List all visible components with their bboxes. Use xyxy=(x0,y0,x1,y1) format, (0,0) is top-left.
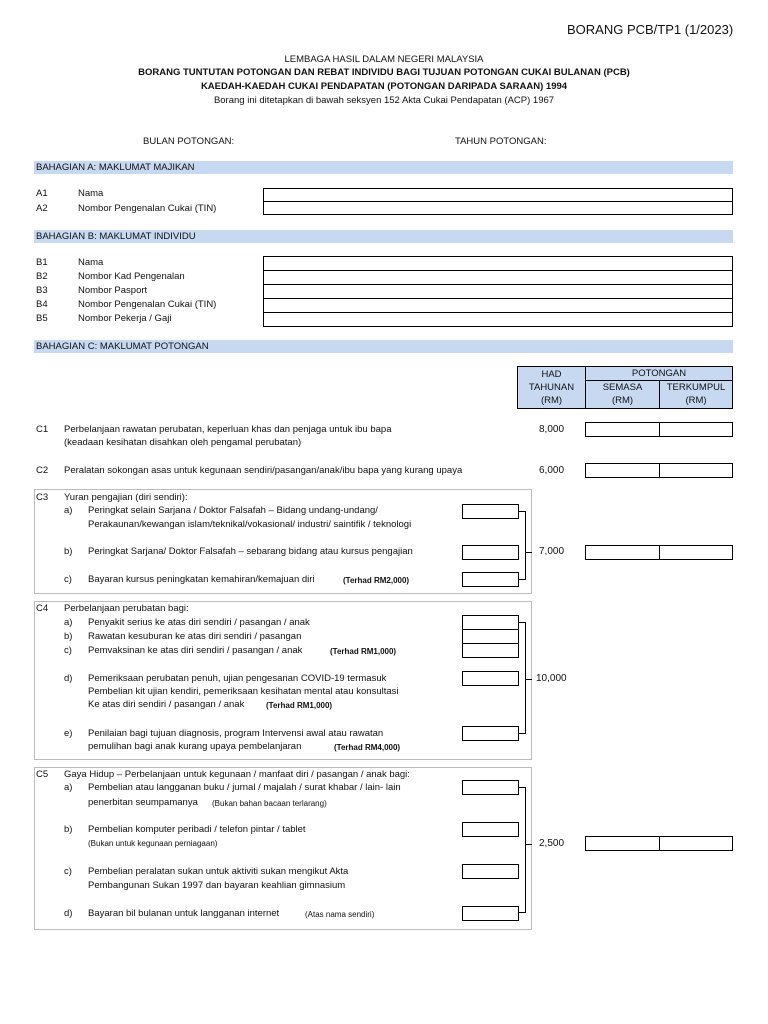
terkumpul-label: TERKUMPUL xyxy=(666,382,726,393)
c2-line1: Peralatan sokongan asas untuk kegunaan sendiri/pasangan/anak/ibu bapa yang kurang upaya xyxy=(64,465,463,476)
c3-b-line1: Peringkat Sarjana/ Doktor Falsafah – sebarang bidang atau kursus pengajian xyxy=(88,546,413,557)
c3-limit: 7,000 xyxy=(539,546,565,557)
c5-c-field[interactable] xyxy=(462,864,519,879)
terkumpul-rm-label: (RM) xyxy=(685,395,707,406)
c5-c-line2: Pembangunan Sukan 1997 dan bayaran keahlian gimnasium xyxy=(88,880,346,891)
c2-code: C2 xyxy=(36,465,49,476)
c1-limit: 8,000 xyxy=(539,424,565,435)
c4-b-field[interactable] xyxy=(462,629,519,644)
c4-c-line1: Pemvaksinan ke atas diri sendiri / pasangan / anak xyxy=(88,645,303,656)
c5-b-field[interactable] xyxy=(462,822,519,837)
semasa-rm-label: (RM) xyxy=(611,395,634,406)
c2-semasa-field[interactable] xyxy=(585,463,660,478)
tahunan-label: TAHUNAN xyxy=(528,382,575,393)
c3-b-key: b) xyxy=(64,546,73,557)
ic-number-field[interactable] xyxy=(263,270,733,285)
c1-terkumpul-field[interactable] xyxy=(659,422,733,437)
c3-c-field[interactable] xyxy=(462,572,519,587)
c3-a-line1: Peringkat selain Sarjana / Doktor Falsafah – Bidang undang-undang/ xyxy=(88,505,378,516)
c3-a-key: a) xyxy=(64,505,73,516)
potongan-header: POTONGAN xyxy=(585,366,733,381)
individual-name-field[interactable] xyxy=(263,256,733,271)
c4-d-line3: Ke atas diri sendiri / pasangan / anak xyxy=(88,699,245,710)
c4-e-key: e) xyxy=(64,728,73,739)
c5-b-note: (Bukan untuk kegunaan perniagaan) xyxy=(88,839,218,848)
a1-label: Nama xyxy=(78,188,104,199)
c5-a-key: a) xyxy=(64,782,73,793)
c2-terkumpul-field[interactable] xyxy=(659,463,733,478)
c3-brace-tick xyxy=(526,552,532,553)
c1-line1: Perbelanjaan rawatan perubatan, keperluan khas dan penjaga untuk ibu bapa xyxy=(64,424,392,435)
passport-number-field[interactable] xyxy=(263,284,733,299)
c4-c-key: c) xyxy=(64,645,72,656)
annual-limit-header xyxy=(517,366,586,409)
b5-label: Nombor Pekerja / Gaji xyxy=(78,313,172,324)
c3-b-field[interactable] xyxy=(462,545,519,560)
terkumpul-header xyxy=(659,380,733,409)
c5-brace xyxy=(519,787,526,913)
rm-label: (RM) xyxy=(540,395,563,406)
c5-d-line1: Bayaran bil bulanan untuk langganan internet xyxy=(88,908,280,919)
c3-c-line1: Bayaran kursus peningkatan kemahiran/kemajuan diri xyxy=(88,574,315,585)
c5-title: Gaya Hidup – Perbelanjaan untuk kegunaan / manfaat diri / pasangan / anak bagi: xyxy=(64,769,410,780)
b1-code: B1 xyxy=(36,257,48,268)
c4-title: Perbelanjaan perubatan bagi: xyxy=(64,603,189,614)
c4-a-field[interactable] xyxy=(462,615,519,630)
c3-a-line2: Perakaunan/kewangan islam/teknikal/vokasional/ industri/ saintifik / teknologi xyxy=(88,519,412,530)
c4-b-key: b) xyxy=(64,631,73,642)
form-code: BORANG PCB/TP1 (1/2023) xyxy=(567,22,734,37)
c4-e-line2: pemulihan bagi anak kurang upaya pembelanjaran xyxy=(88,741,302,752)
c4-c-field[interactable] xyxy=(462,643,519,658)
employee-number-field[interactable] xyxy=(263,312,733,327)
c4-e-note: (Terhad RM4,000) xyxy=(334,743,401,752)
b4-code: B4 xyxy=(36,299,48,310)
employer-tin-field[interactable] xyxy=(263,201,733,215)
c4-e-field[interactable] xyxy=(462,726,519,741)
c4-limit: 10,000 xyxy=(536,673,567,684)
agency-title: LEMBAGA HASIL DALAM NEGERI MALAYSIA xyxy=(284,54,484,65)
individual-tin-field[interactable] xyxy=(263,298,733,313)
c3-c-note: (Terhad RM2,000) xyxy=(343,576,410,585)
c3-brace xyxy=(519,511,526,580)
c5-b-line1: Pembelian komputer peribadi / telefon pintar / tablet xyxy=(88,824,306,835)
c5-code: C5 xyxy=(36,769,49,780)
c5-d-field[interactable] xyxy=(462,906,519,921)
c5-d-note: (Atas nama sendiri) xyxy=(305,910,375,919)
section-c-title: BAHAGIAN C: MAKLUMAT POTONGAN xyxy=(34,340,733,353)
c4-a-line1: Penyakit serius ke atas diri sendiri / pasangan / anak xyxy=(88,617,310,628)
b2-label: Nombor Kad Pengenalan xyxy=(78,271,185,282)
month-label: BULAN POTONGAN: xyxy=(143,136,235,147)
c3-code: C3 xyxy=(36,492,49,503)
semasa-label: SEMASA xyxy=(602,382,643,393)
c1-line2: (keadaan kesihatan disahkan oleh pengamal perubatan) xyxy=(64,437,302,448)
c3-semasa-field[interactable] xyxy=(585,545,660,560)
c5-c-line1: Pembelian peralatan sukan untuk aktiviti sukan mengikut Akta xyxy=(88,866,349,877)
b2-code: B2 xyxy=(36,271,48,282)
b1-label: Nama xyxy=(78,257,104,268)
form-title: BORANG TUNTUTAN POTONGAN DAN REBAT INDIVIDU BAGI TUJUAN POTONGAN CUKAI BULANAN (PCB) xyxy=(138,67,630,78)
c4-d-line1: Pemeriksaan perubatan penuh, ujian pengesanan COVID-19 termasuk xyxy=(88,673,387,684)
c4-e-line1: Penilaian bagi tujuan diagnosis, program Intervensi awal atau rawatan xyxy=(88,728,384,739)
c4-d-key: d) xyxy=(64,673,73,684)
a2-label: Nombor Pengenalan Cukai (TIN) xyxy=(78,203,217,214)
b3-label: Nombor Pasport xyxy=(78,285,148,296)
form-rules: KAEDAH-KAEDAH CUKAI PENDAPATAN (POTONGAN DARIPADA SARAAN) 1994 xyxy=(200,81,568,92)
c4-a-key: a) xyxy=(64,617,73,628)
c5-c-key: c) xyxy=(64,866,72,877)
semasa-header xyxy=(585,380,660,409)
c4-c-note: (Terhad RM1,000) xyxy=(330,647,397,656)
c4-d-line2: Pembelian kit ujian kendiri, pemeriksaan kesihatan mental atau konsultasi xyxy=(88,686,399,697)
c5-a-line1: Pembelian atau langganan buku / jurnal / majalah / surat khabar / lain- lain xyxy=(88,782,401,793)
a2-code: A2 xyxy=(36,203,48,214)
c4-b-line1: Rawatan kesuburan ke atas diri sendiri / pasangan xyxy=(88,631,302,642)
c1-code: C1 xyxy=(36,424,49,435)
c1-semasa-field[interactable] xyxy=(585,422,660,437)
c4-d-field[interactable] xyxy=(462,671,519,686)
c5-a-line2: penerbitan seumpamanya xyxy=(88,797,198,808)
b3-code: B3 xyxy=(36,285,48,296)
employer-name-field[interactable] xyxy=(263,188,733,202)
c5-d-key: d) xyxy=(64,908,73,919)
section-b-title: BAHAGIAN B: MAKLUMAT INDIVIDU xyxy=(34,230,733,243)
c4-brace xyxy=(519,622,526,734)
had-label: HAD xyxy=(541,369,562,380)
c3-title: Yuran pengajian (diri sendiri): xyxy=(64,492,188,503)
a1-code: A1 xyxy=(36,188,48,199)
c5-brace-tick xyxy=(526,844,532,845)
b4-label: Nombor Pengenalan Cukai (TIN) xyxy=(78,299,217,310)
form-statute: Borang ini ditetapkan di bawah seksyen 152 Akta Cukai Pendapatan (ACP) 1967 xyxy=(213,95,555,106)
b5-code: B5 xyxy=(36,313,48,324)
c4-code: C4 xyxy=(36,603,49,614)
c4-brace-tick xyxy=(526,679,532,680)
c3-terkumpul-field[interactable] xyxy=(659,545,733,560)
c5-a-field[interactable] xyxy=(462,780,519,795)
c3-c-key: c) xyxy=(64,574,72,585)
c5-b-key: b) xyxy=(64,824,73,835)
c4-d-note: (Terhad RM1,000) xyxy=(266,701,333,710)
section-a-title: BAHAGIAN A: MAKLUMAT MAJIKAN xyxy=(34,161,733,174)
c5-limit: 2,500 xyxy=(539,838,565,849)
c5-terkumpul-field[interactable] xyxy=(659,836,733,851)
year-label: TAHUN POTONGAN: xyxy=(455,136,547,147)
c5-semasa-field[interactable] xyxy=(585,836,660,851)
c5-a-note: (Bukan bahan bacaan terlarang) xyxy=(212,799,327,808)
c3-a-field[interactable] xyxy=(462,504,519,519)
c2-limit: 6,000 xyxy=(539,465,565,476)
